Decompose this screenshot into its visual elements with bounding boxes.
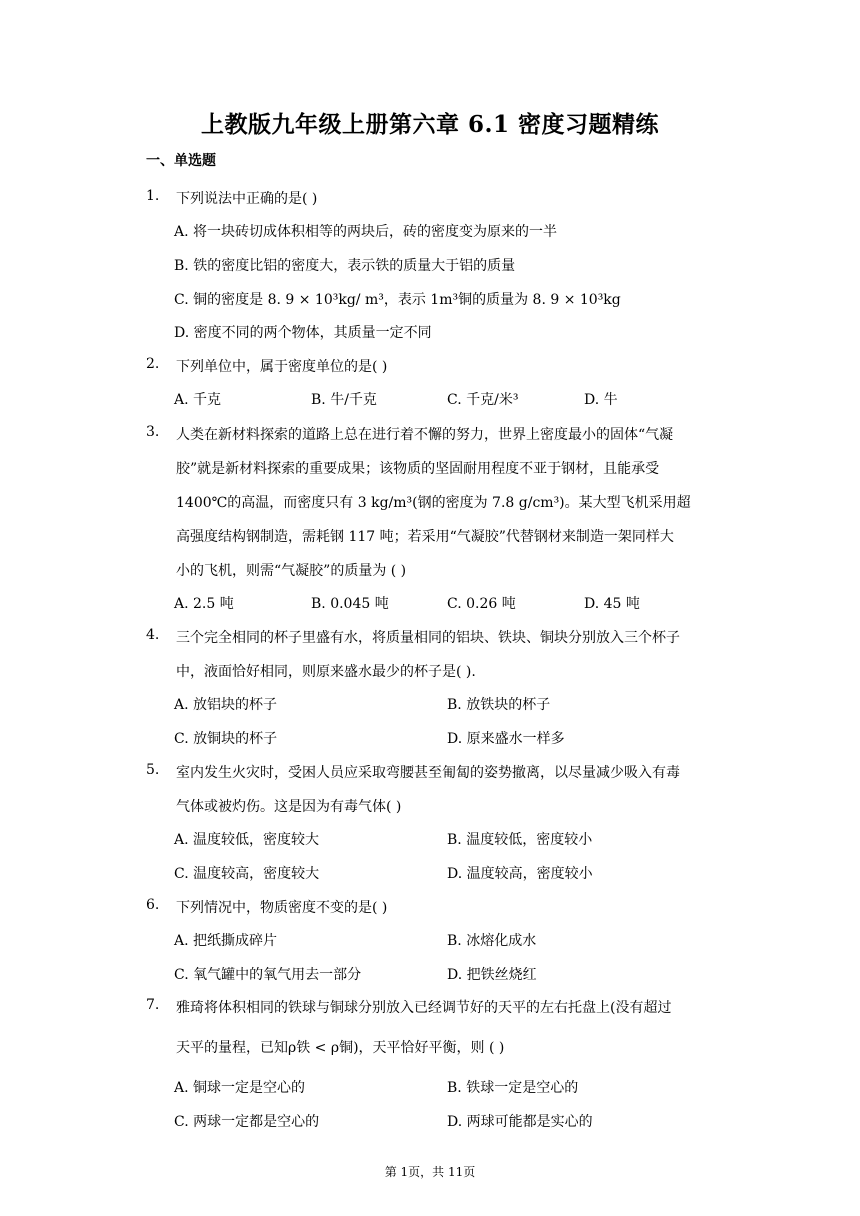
option-a: A. 千克 <box>174 392 222 408</box>
option-a: A. 把纸撕成碎片 <box>174 933 278 949</box>
question-stem: 下列说法中正确的是( ) <box>176 191 318 207</box>
option-a: A. 放铝块的杯子 <box>174 697 278 713</box>
option-c: C. 放铜块的杯子 <box>174 731 278 747</box>
question-stem-line: 中，液面恰好相同，则原来盛水最少的杯子是( ). <box>176 664 476 680</box>
question-stem-line: 小的飞机，则需“气凝胶”的质量为 ( ) <box>176 563 407 579</box>
question-number: 4. <box>146 627 160 643</box>
question-number: 7. <box>146 997 160 1013</box>
option-a: A. 铜球一定是空心的 <box>174 1080 306 1096</box>
question-stem-line: 高强度结构钢制造，需耗钢 117 吨；若采用“气凝胶”代替钢材来制造一架同样大 <box>176 529 674 545</box>
question-stem: 下列情况中，物质密度不变的是( ) <box>176 900 388 916</box>
option-d: D. 原来盛水一样多 <box>447 731 565 747</box>
option-c: C. 两球一定都是空心的 <box>174 1114 320 1130</box>
question-number: 5. <box>146 762 160 778</box>
option-a: A. 将一块砖切成体积相等的两块后，砖的密度变为原来的一半 <box>174 224 558 240</box>
option-b: B. 牛/千克 <box>311 392 377 408</box>
question-stem-line: 三个完全相同的杯子里盛有水，将质量相同的铝块、铁块、铜块分别放入三个杯子 <box>176 630 680 646</box>
option-d: D. 45 吨 <box>584 596 640 612</box>
option-c: C. 氧气罐中的氧气用去一部分 <box>174 967 362 983</box>
page-title: 上教版九年级上册第六章 6.1 密度习题精练 <box>200 111 660 138</box>
option-d: D. 牛 <box>584 392 618 408</box>
question-number: 2. <box>146 356 160 372</box>
option-c: C. 温度较高，密度较大 <box>174 866 320 882</box>
option-b: B. 铁球一定是空心的 <box>447 1080 579 1096</box>
question-stem-line: 雅琦将体积相同的铁球与铜球分别放入已经调节好的天平的左右托盘上(没有超过 <box>176 1000 672 1016</box>
option-c: C. 铜的密度是 8. 9 × 10³kg/ m³，表示 1m³铜的质量为 8. 9 × 10³kg <box>174 292 621 308</box>
option-a: A. 温度较低，密度较大 <box>174 832 320 848</box>
question-number: 1. <box>146 188 160 204</box>
option-a: A. 2.5 吨 <box>174 596 234 612</box>
section-heading: 一、单选题 <box>146 153 216 169</box>
question-number: 3. <box>146 424 160 440</box>
option-b: B. 温度较低，密度较小 <box>447 832 593 848</box>
question-stem: 下列单位中，属于密度单位的是( ) <box>176 359 388 375</box>
option-b: B. 铁的密度比铝的密度大，表示铁的质量大于铝的质量 <box>174 258 516 274</box>
option-c: C. 0.26 吨 <box>447 596 516 612</box>
option-c: C. 千克/米³ <box>447 392 519 408</box>
option-d: D. 温度较高，密度较小 <box>447 866 593 882</box>
option-b: B. 0.045 吨 <box>311 596 389 612</box>
question-number: 6. <box>146 897 160 913</box>
question-stem-line: 胶”就是新材料探索的重要成果；该物质的坚固耐用程度不亚于钢材，且能承受 <box>176 461 660 477</box>
page-footer: 第 1页，共 11页 <box>384 1165 476 1179</box>
option-b: B. 放铁块的杯子 <box>447 697 551 713</box>
option-d: D. 把铁丝烧红 <box>447 967 537 983</box>
question-stem-line: 室内发生火灾时，受困人员应采取弯腰甚至匍匐的姿势撤离，以尽量减少吸入有毒 <box>176 765 680 781</box>
option-d: D. 密度不同的两个物体，其质量一定不同 <box>174 325 432 341</box>
question-stem-line: 天平的量程，已知ρ铁 < ρ铜)，天平恰好平衡，则 ( ) <box>176 1040 505 1056</box>
option-b: B. 冰熔化成水 <box>447 933 537 949</box>
question-stem-line: 1400℃的高温，而密度只有 3 kg/m³(钢的密度为 7.8 g/cm³)。某大型飞机采用超 <box>176 495 691 511</box>
question-stem-line: 人类在新材料探索的道路上总在进行着不懈的努力，世界上密度最小的固体“气凝 <box>176 427 674 443</box>
option-d: D. 两球可能都是实心的 <box>447 1114 593 1130</box>
question-stem-line: 气体或被灼伤。这是因为有毒气体( ) <box>176 799 402 815</box>
